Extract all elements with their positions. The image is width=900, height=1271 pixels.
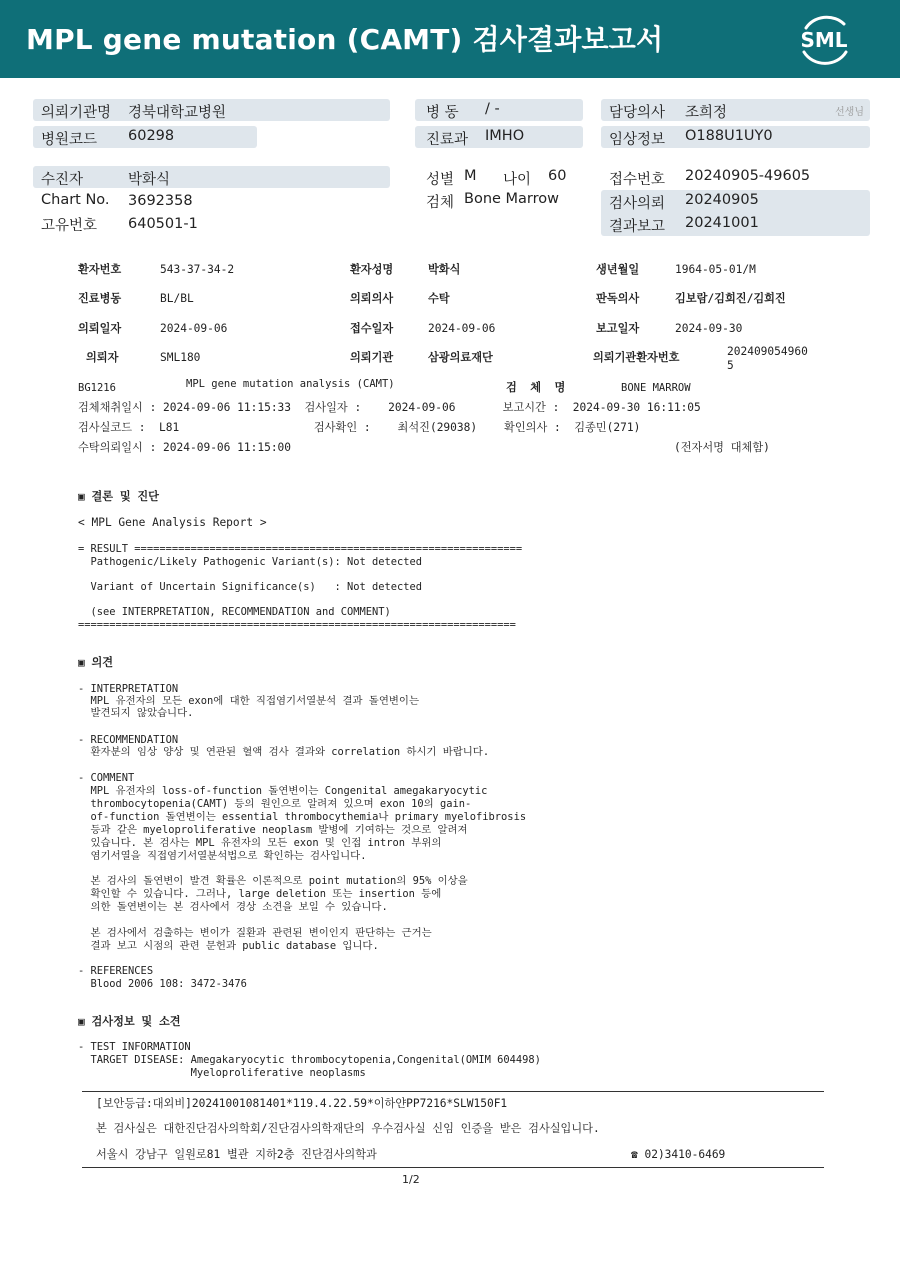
test-info-heading: - TEST INFORMATION <box>78 1041 191 1053</box>
logo-text: SML <box>800 28 848 52</box>
age-value: 60 <box>548 168 567 184</box>
phone-line: ☎ 02)3410-6469 <box>631 1148 726 1161</box>
institution-value: 경북대학교병원 <box>128 105 227 121</box>
comment-line-5: 있습니다. 본 검사는 MPL 유전자의 모든 exon 및 인접 intron 부위의 <box>78 837 442 849</box>
doctor-suffix: 선생님 <box>835 107 864 118</box>
hospital-code-box <box>33 126 257 148</box>
rec-value-1-1: 543-37-34-2 <box>160 263 235 276</box>
result-pathogenic: Pathogenic/Likely Pathogenic Variant(s): Not detected <box>78 556 423 568</box>
report-title-line: < MPL Gene Analysis Report > <box>78 516 267 529</box>
specimen-label: 검체 <box>426 195 455 211</box>
request-label: 검사의뢰 <box>609 196 666 212</box>
rec-value-4-3: 202409054960 <box>727 345 808 358</box>
specimen-value: Bone Marrow <box>464 191 560 207</box>
interpretation-line-2: 발견되지 않았습니다. <box>78 707 194 719</box>
rec-label-2-3: 판독의사 <box>596 292 640 305</box>
hospital-code-label: 병원코드 <box>41 132 98 148</box>
comment-line-7: 본 검사의 돌연변이 발견 확률은 이론적으로 point mutation의 95% 이상을 <box>78 875 468 887</box>
rec-label-1-1: 환자번호 <box>78 263 122 276</box>
comment-line-2: thrombocytopenia(CAMT) 등의 원인으로 알려져 있으며 exon 10의 gain- <box>78 798 472 810</box>
rec-label-2-2: 의뢰의사 <box>350 292 394 305</box>
page-number: 1/2 <box>402 1173 420 1186</box>
request-report-box <box>601 190 870 236</box>
comment-line-10: 본 검사에서 검출하는 변이가 질환과 관련된 변이인지 판단하는 근거는 <box>78 927 432 939</box>
result-vus: Variant of Uncertain Significance(s) : Not detected <box>78 581 423 593</box>
clinical-value: O188U1UY0 <box>685 128 773 144</box>
rec-value-3-3: 2024-09-30 <box>675 322 743 335</box>
doctor-label: 담당의사 <box>609 105 666 121</box>
rec-value-1-2: 박화식 <box>428 263 461 276</box>
rec-value-4-2: 삼광의료재단 <box>428 351 493 364</box>
ward-value: / - <box>485 101 500 117</box>
test-meta-line-1: 검체채취일시 : 2024-09-06 11:15:33 검사일자 : 2024-09-06 보고시간 : 2024-09-30 16:11:05 <box>78 401 701 414</box>
security-line: [보안등급:대외비]20241001081401*119.4.22.59*이하얀PP7216*SLW150F1 <box>96 1097 508 1110</box>
comment-heading: - COMMENT <box>78 772 135 784</box>
request-value: 20240905 <box>685 192 759 208</box>
rec-value-2-2: 수탁 <box>428 292 450 305</box>
rec-label-4-1: 의뢰자 <box>86 351 119 364</box>
institution-box <box>33 99 390 121</box>
unique-value: 640501-1 <box>128 216 198 232</box>
chart-label: Chart No. <box>41 192 110 208</box>
rec-value-2-3: 김보람/김희진/김희진 <box>675 292 786 305</box>
patient-value: 박화식 <box>128 172 171 188</box>
rec-label-1-3: 생년월일 <box>596 263 640 276</box>
age-label: 나이 <box>503 172 532 188</box>
patient-box <box>33 166 390 188</box>
ward-box <box>415 99 583 121</box>
report-value: 20241001 <box>685 215 759 231</box>
rec-value-4-3b: 5 <box>727 359 734 372</box>
comment-line-11: 결과 보고 시점의 관련 문헌과 public database 입니다. <box>78 940 379 952</box>
rec-label-2-1: 진료병동 <box>78 292 122 305</box>
comment-line-1: MPL 유전자의 loss-of-function 돌연변이는 Congenital amegakaryocytic <box>78 785 488 797</box>
sex-label: 성별 <box>426 172 455 188</box>
e-signature-note: (전자서명 대체함) <box>674 441 770 454</box>
receipt-value: 20240905-49605 <box>685 168 811 184</box>
result-see-note: (see INTERPRETATION, RECOMMENDATION and COMMENT) <box>78 606 391 618</box>
dept-label: 진료과 <box>426 132 469 148</box>
rec-value-3-1: 2024-09-06 <box>160 322 228 335</box>
rec-label-1-2: 환자성명 <box>350 263 394 276</box>
doctor-box <box>601 99 870 121</box>
recommendation-heading: - RECOMMENDATION <box>78 734 179 746</box>
rec-value-4-1: SML180 <box>160 351 201 364</box>
section-opinion-heading: ▣ 의견 <box>78 656 114 669</box>
rec-label-4-3: 의뢰기관환자번호 <box>593 351 680 364</box>
patient-label: 수진자 <box>41 172 84 188</box>
interpretation-line-1: MPL 유전자의 모든 exon에 대한 직접염기서열분석 결과 돌연변이는 <box>78 695 419 707</box>
section-conclusion-heading: ▣ 결론 및 진단 <box>78 490 159 503</box>
result-end-line: ====================================================================== <box>78 619 516 631</box>
rec-label-3-2: 접수일자 <box>350 322 394 335</box>
sex-value: M <box>464 168 477 184</box>
rec-label-3-1: 의뢰일자 <box>78 322 122 335</box>
rec-label-4-2: 의뢰기관 <box>350 351 394 364</box>
rec-label-3-3: 보고일자 <box>596 322 640 335</box>
sml-logo <box>792 12 856 66</box>
clinical-label: 임상정보 <box>609 132 666 148</box>
dept-box <box>415 126 583 148</box>
footer-top-rule <box>82 1091 824 1092</box>
certification-line: 본 검사실은 대한진단검사의학회/진단검사의학재단의 우수검사실 신임 인증을 받은 검사실입니다. <box>96 1122 600 1135</box>
comment-line-8: 확인할 수 있습니다. 그러나, large deletion 또는 insertion 등에 <box>78 888 442 900</box>
ward-label: 병 동 <box>426 105 459 121</box>
hospital-code-value: 60298 <box>128 128 175 144</box>
test-name: MPL gene mutation analysis (CAMT) <box>186 378 395 390</box>
interpretation-heading: - INTERPRETATION <box>78 683 179 695</box>
rec-value-2-1: BL/BL <box>160 292 194 305</box>
target-disease-line-1: TARGET DISEASE: Amegakaryocytic thrombocytopenia,Congenital(OMIM 604498) <box>78 1054 541 1066</box>
specimen-name: BONE MARROW <box>621 382 691 394</box>
institution-label: 의뢰기관명 <box>41 105 112 121</box>
section-testinfo-heading: ▣ 검사정보 및 소견 <box>78 1015 181 1028</box>
test-meta-line-3: 수탁의뢰일시 : 2024-09-06 11:15:00 <box>78 441 292 454</box>
report-label: 결과보고 <box>609 219 666 235</box>
recommendation-line-1: 환자분의 임상 양상 및 연관된 혈액 검사 결과와 correlation 하시기 바랍니다. <box>78 746 490 758</box>
report-title: MPL gene mutation (CAMT) 검사결과보고서 <box>26 23 664 56</box>
unique-label: 고유번호 <box>41 218 98 234</box>
comment-line-3: of-function 돌연변이는 essential thrombocythemia나 primary myelofibrosis <box>78 811 527 823</box>
test-meta-line-2: 검사실코드 : L81 검사확인 : 최석진(29038) 확인의사 : 김종민(271) <box>78 421 641 434</box>
result-header-line: = RESULT ============================================================== <box>78 543 523 555</box>
comment-line-6: 염기서열을 직접염기서열분석법으로 확인하는 검사입니다. <box>78 850 367 862</box>
target-disease-line-2: Myeloproliferative neoplasms <box>78 1067 366 1079</box>
rec-value-3-2: 2024-09-06 <box>428 322 496 335</box>
footer-bottom-rule <box>82 1167 824 1168</box>
clinical-box <box>601 126 870 148</box>
reference-1: Blood 2006 108: 3472-3476 <box>78 978 247 990</box>
comment-line-4: 등과 같은 myeloproliferative neoplasm 발병에 기여하는 것으로 알려져 <box>78 824 468 836</box>
references-heading: - REFERENCES <box>78 965 154 977</box>
receipt-label: 접수번호 <box>609 172 666 188</box>
chart-value: 3692358 <box>128 193 193 209</box>
test-code: BG1216 <box>78 382 116 394</box>
specimen-name-label: 검 체 명 <box>506 381 566 394</box>
doctor-value: 조희정 <box>685 105 728 121</box>
rec-value-1-3: 1964-05-01/M <box>675 263 756 276</box>
dept-value: IMHO <box>485 128 525 144</box>
comment-line-9: 의한 돌연변이는 본 검사에서 경상 소견을 보일 수 있습니다. <box>78 901 388 913</box>
address-line: 서울시 강남구 일원로81 별관 지하2층 진단검사의학과 <box>96 1148 377 1161</box>
report-header <box>0 0 900 78</box>
